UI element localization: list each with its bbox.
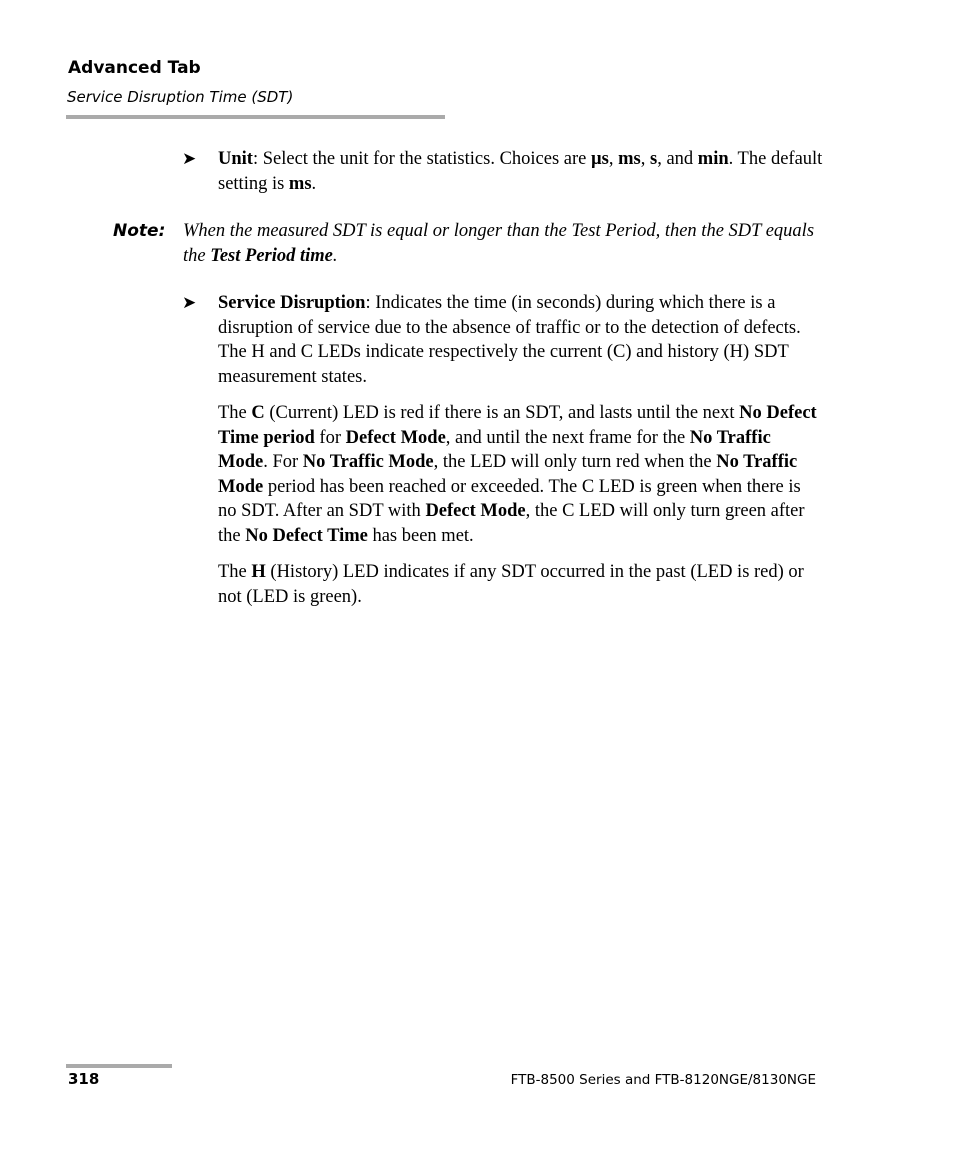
history-led-paragraph: The H (History) LED indicates if any SDT occurred in the past (LED is red) or not (LED is green). (218, 562, 804, 607)
choice-s: s (650, 149, 658, 169)
service-disruption-term: Service Disruption (218, 293, 366, 313)
choice-us: µs (591, 149, 609, 169)
bullet-arrow-icon: ➤ (182, 293, 197, 313)
unit-term: Unit (218, 149, 253, 169)
footer-product-name: FTB-8500 Series and FTB-8120NGE/8130NGE (510, 1072, 816, 1088)
note-text: When the measured SDT is equal or longer than the Test Period, then the SDT equals the Test Period time. (183, 221, 815, 266)
note-bold: Test Period time (210, 245, 333, 266)
current-led-paragraph: The C (Current) LED is red if there is an SDT, and lasts until the next No Defect Time period for Defect Mode, and until the next frame for the No Traffic Mode. For No Traffic Mode, the LED will only turn red when the No Traffic Mode period has been reached or exceeded. The C LED is green when there is no SDT. After an SDT with Defect Mode, the C LED will only turn green after the No Defect Time has been met. (218, 403, 817, 546)
header-divider (66, 115, 445, 119)
unit-description: Unit: Select the unit for the statistics. Choices are µs, ms, s, and min. The default setting is ms. (218, 149, 823, 194)
default-value: ms (288, 173, 312, 194)
choice-min: min (697, 149, 729, 169)
note-label: Note: (113, 221, 166, 241)
choice-ms: ms (618, 149, 641, 169)
service-disruption-description: Service Disruption: Indicates the time (in seconds) during which there is a disruption of service due to the absence of traffic or to the detection of defects. The H and C LEDs indicate respectively the current (C) and history (H) SDT measurement states. (218, 293, 801, 387)
page-number: 318 (68, 1070, 100, 1088)
section-title: Advanced Tab (68, 58, 201, 78)
footer-divider (66, 1064, 172, 1068)
section-subtitle: Service Disruption Time (SDT) (67, 88, 294, 106)
bullet-arrow-icon: ➤ (182, 149, 197, 169)
